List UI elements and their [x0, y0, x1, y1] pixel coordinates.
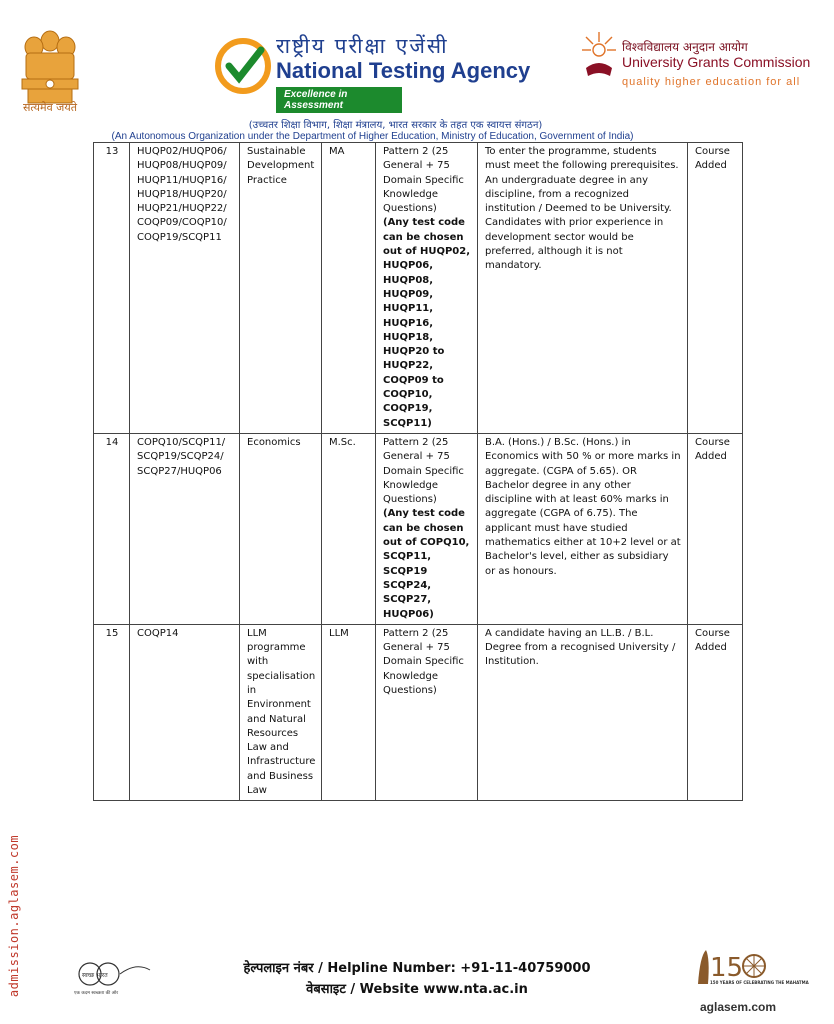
exam-pattern	[376, 433, 478, 624]
swachh-caption: एक कदम स्वच्छता की ओर	[74, 991, 119, 996]
website-line: वेबसाइट / Website www.nta.ac.in	[306, 982, 528, 997]
pattern-note: (Any test code can be chosen out of HUQP02, HUQP06, HUQP08, HUQP09, HUQP11, HUQP16, HUQP18, HUQP20 to HUQP22, COQP09 to COQP10, COQP19, SCQP11)	[383, 217, 470, 429]
degree: M.Sc.	[322, 433, 376, 624]
national-emblem-icon	[12, 14, 88, 114]
ugc-hindi-name: विश्वविद्यालय अनुदान आयोग	[622, 40, 748, 54]
programme-name: Sustainable Development Practice	[240, 143, 322, 434]
remarks: Course Added	[688, 624, 743, 801]
swachh-label: स्वच्छ भारत	[82, 972, 108, 979]
nta-hindi-name: राष्ट्रीय परीक्षा एजेंसी	[276, 34, 449, 58]
org-description-english: (An Autonomous Organization under the Department of Higher Education, Ministry of Education, Government of India)	[111, 131, 634, 142]
pattern-note: (Any test code can be chosen out of COPQ10, SCQP11, SCQP19 SCQP24, SCQP27, HUQP06)	[383, 508, 470, 620]
corner-watermark: aglasem.com	[700, 1000, 777, 1014]
serial-number: 13	[94, 143, 130, 434]
nta-tagline: Excellence in Assessment	[276, 87, 402, 113]
svg-text:15: 15	[710, 953, 744, 983]
side-watermark: admission.aglasem.com	[7, 834, 21, 998]
degree: LLM	[322, 624, 376, 801]
remarks: Course Added	[688, 143, 743, 434]
nta-logo-icon	[215, 38, 271, 94]
pattern-text: Pattern 2 (25 General + 75 Domain Specific Knowledge Questions)	[383, 436, 464, 506]
eligibility: To enter the programme, students must meet the following prerequisites. An undergraduate degree in any discipline, from a recognized institution / Deemed to be University. Candidates with prior experience in development sector would be preferred, although it is not mandatory.	[478, 143, 688, 434]
table-row	[94, 143, 743, 434]
test-codes: COPQ10/SCQP11/ SCQP19/SCQP24/ SCQP27/HUQP06	[130, 433, 240, 624]
serial-number: 15	[94, 624, 130, 801]
nta-name: National Testing Agency	[276, 58, 531, 83]
exam-pattern	[376, 624, 478, 801]
exam-pattern	[376, 143, 478, 434]
remarks: Course Added	[688, 433, 743, 624]
programme-name: Economics	[240, 433, 322, 624]
ugc-name: University Grants Commission	[622, 54, 811, 70]
pattern-text: Pattern 2 (25 General + 75 Domain Specific Knowledge Questions)	[383, 627, 464, 696]
eligibility: B.A. (Hons.) / B.Sc. (Hons.) in Economics with 50 % or more marks in aggregate. (CGPA of 5.65). OR Bachelor degree in any other discipline with at least 60% marks in aggregate (CGPA of 6.75). The applicant must have studied mathematics either at 10+2 level or at Bachelor's level, either as subsidiary or as honours.	[478, 433, 688, 624]
org-description-hindi: (उच्चतर शिक्षा विभाग, शिक्षा मंत्रालय, भारत सरकार के तहत एक स्वायत्त संगठन)	[248, 120, 543, 131]
degree: MA	[322, 143, 376, 434]
test-codes: COQP14	[130, 624, 240, 801]
pattern-text: Pattern 2 (25 General + 75 Domain Specific Knowledge Questions)	[383, 146, 464, 215]
test-codes: HUQP02/HUQP06/ HUQP08/HUQP09/ HUQP11/HUQP16/ HUQP18/HUQP20/ HUQP21/HUQP22/ COQP09/COQP10/ COQP19/SCQP11	[130, 143, 240, 434]
emblem-caption: सत्यमेव जयते	[22, 101, 77, 114]
serial-number: 14	[94, 433, 130, 624]
helpline-number: हेल्पलाइन नंबर / Helpline Number: +91-11-40759000	[243, 961, 591, 976]
ugc-logo-icon	[580, 28, 618, 94]
ugc-tagline: quality higher education for all	[622, 76, 801, 88]
gandhi-150-logo-icon	[688, 944, 809, 994]
course-table	[93, 142, 743, 801]
programme-name: LLM programme with specialisation in Environment and Natural Resources Law and Infrastructure and Business Law	[240, 624, 322, 801]
table-row	[94, 624, 743, 801]
gandhi-label: 150 YEARS OF CELEBRATING THE MAHATMA	[710, 980, 809, 985]
table-row	[94, 433, 743, 624]
eligibility: A candidate having an LL.B. / B.L. Degree from a recognised University / Institution.	[478, 624, 688, 801]
